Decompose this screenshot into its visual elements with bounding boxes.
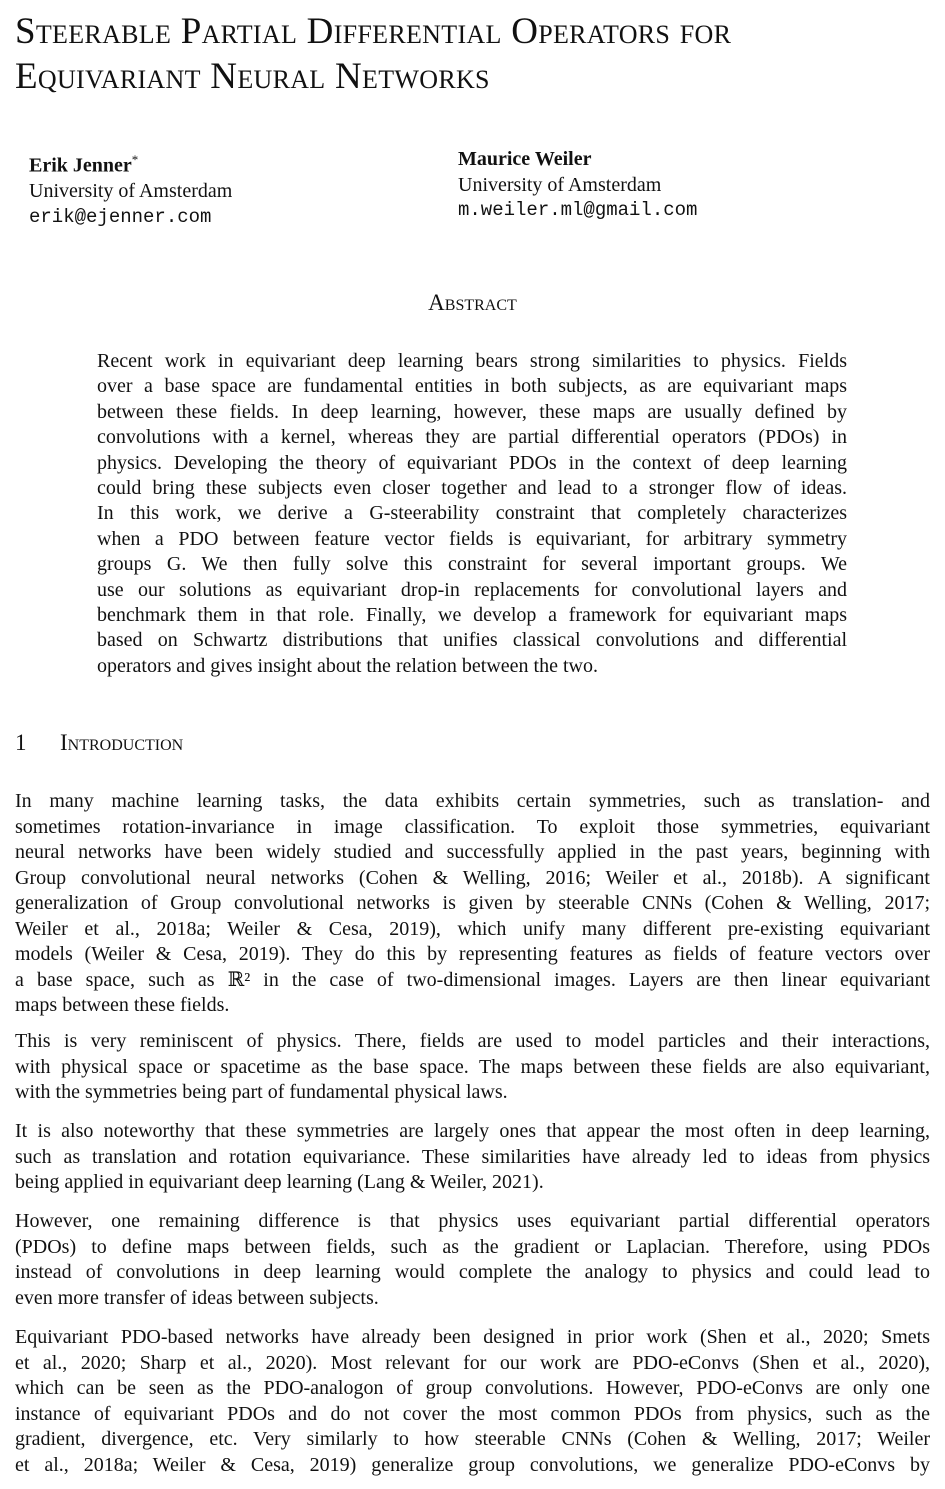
text-line: et al., 2018a; Weiler & Cesa, 2019) generalize group convolutions, we generalize PDO-eConvs by (15, 1453, 930, 1476)
abstract-body (97, 349, 847, 679)
text-line: generalization of Group convolutional networks is given by steerable CNNs (Cohen & Welling, 2017; (15, 892, 930, 914)
intro-paragraph (15, 1119, 930, 1196)
text-line: (PDOs) to define maps between fields, such as the gradient or Laplacian. Therefore, using PDOs (15, 1235, 930, 1258)
text-line: with the symmetries being part of fundamental physical laws. (15, 1081, 508, 1103)
author-2 (458, 147, 697, 224)
text-line: even more transfer of ideas between subjects. (15, 1286, 379, 1309)
text-line: et al., 2020; Sharp et al., 2020). Most relevant for our work are PDO-eConvs (Shen et al., 2020), (15, 1351, 930, 1374)
text-line: operators and gives insight about the relation between the two. (97, 654, 598, 677)
text-line: over a base space are fundamental entities in both subjects, as are equivariant maps (97, 375, 847, 398)
section-heading (15, 730, 183, 756)
section-title: Introduction (60, 730, 184, 755)
author-affiliation: University of Amsterdam (29, 180, 233, 203)
text-line: physics. Developing the theory of equivariant PDOs in the context of deep learning (97, 451, 847, 474)
text-line: convolutions with a kernel, whereas they are partial differential operators (PDOs) in (97, 426, 847, 449)
section-number: 1 (15, 730, 27, 755)
text-line: However, one remaining difference is that physics uses equivariant partial differential operators (15, 1210, 930, 1232)
intro-paragraph (15, 1209, 930, 1311)
text-line: Group convolutional neural networks (Cohen & Welling, 2016; Weiler et al., 2018b). A significant (15, 866, 930, 889)
text-line: with physical space or spacetime as the base space. The maps between these fields are also equivariant, (15, 1055, 930, 1078)
text-line: based on Schwartz distributions that unifies classical convolutions and differential (97, 629, 847, 652)
paper-title-line-1: Steerable Partial Differential Operators for (15, 11, 732, 52)
author-footnote-mark: * (131, 152, 139, 167)
text-line: Equivariant PDO-based networks have already been designed in prior work (Shen et al., 2020; Smets (15, 1326, 930, 1348)
text-line: Weiler et al., 2018a; Weiler & Cesa, 2019), which unify many different pre-existing equivariant (15, 917, 930, 940)
text-line: use our solutions as equivariant drop-in replacements for convolutional layers and (97, 578, 847, 601)
intro-paragraph (15, 1325, 930, 1478)
intro-paragraph (15, 1029, 930, 1106)
text-line: benchmark them in that role. Finally, we develop a framework for equivariant maps (97, 603, 847, 626)
text-line: when a PDO between feature vector fields is equivariant, for arbitrary symmetry (97, 527, 847, 550)
text-line: between these fields. In deep learning, however, these maps are usually defined by (97, 400, 847, 423)
text-line: models (Weiler & Cesa, 2019). They do this by representing features as fields of feature vectors over (15, 943, 930, 965)
text-line: In this work, we derive a G-steerability constraint that completely characterizes (97, 502, 847, 525)
text-line: neural networks have been widely studied and successfully applied in the past years, beginning with (15, 841, 930, 863)
text-line: It is also noteworthy that these symmetries are largely ones that appear the most often in deep learning, (15, 1120, 930, 1142)
author-name: Erik Jenner (29, 154, 132, 177)
text-line: which can be seen as the PDO-analogon of group convolutions. However, PDO-eConvs are only one (15, 1377, 930, 1399)
text-line: being applied in equivariant deep learning (Lang & Weiler, 2021). (15, 1171, 544, 1193)
text-line: instance of equivariant PDOs and do not cover the most common PDOs from physics, such as the (15, 1402, 930, 1425)
text-line: This is very reminiscent of physics. There, fields are used to model particles and their interactions, (15, 1030, 930, 1052)
text-line: gradient, divergence, etc. Very similarly to how steerable CNNs (Cohen & Welling, 2017; Weiler (15, 1428, 930, 1450)
text-line: instead of convolutions in deep learning would complete the analogy to physics and could lead to (15, 1261, 930, 1283)
text-line: maps between these fields. (15, 994, 230, 1016)
author-1 (29, 147, 232, 230)
text-line: sometimes rotation-invariance in image classification. To exploit those symmetries, equivariant (15, 815, 930, 838)
text-line: such as translation and rotation equivariance. These similarities have already led to ideas from physics (15, 1145, 930, 1168)
intro-paragraph (15, 789, 930, 1019)
text-line: could bring these subjects even closer together and lead to a stronger flow of ideas. (97, 476, 847, 499)
paper-title-line-2: Equivariant Neural Networks (15, 56, 490, 97)
text-line: groups G. We then fully solve this constraint for several important groups. We (97, 553, 847, 576)
abstract-heading: Abstract (428, 290, 517, 315)
author-email[interactable]: erik@ejenner.com (29, 205, 212, 228)
text-line: Recent work in equivariant deep learning bears strong similarities to physics. Fields (97, 350, 847, 372)
author-email[interactable]: m.weiler.ml@gmail.com (458, 199, 698, 221)
text-line: In many machine learning tasks, the data exhibits certain symmetries, such as translation- and (15, 790, 930, 812)
text-line: a base space, such as ℝ² in the case of two-dimensional images. Layers are then linear equivariant (15, 968, 930, 991)
author-name: Maurice Weiler (458, 148, 592, 170)
author-affiliation: University of Amsterdam (458, 173, 662, 196)
